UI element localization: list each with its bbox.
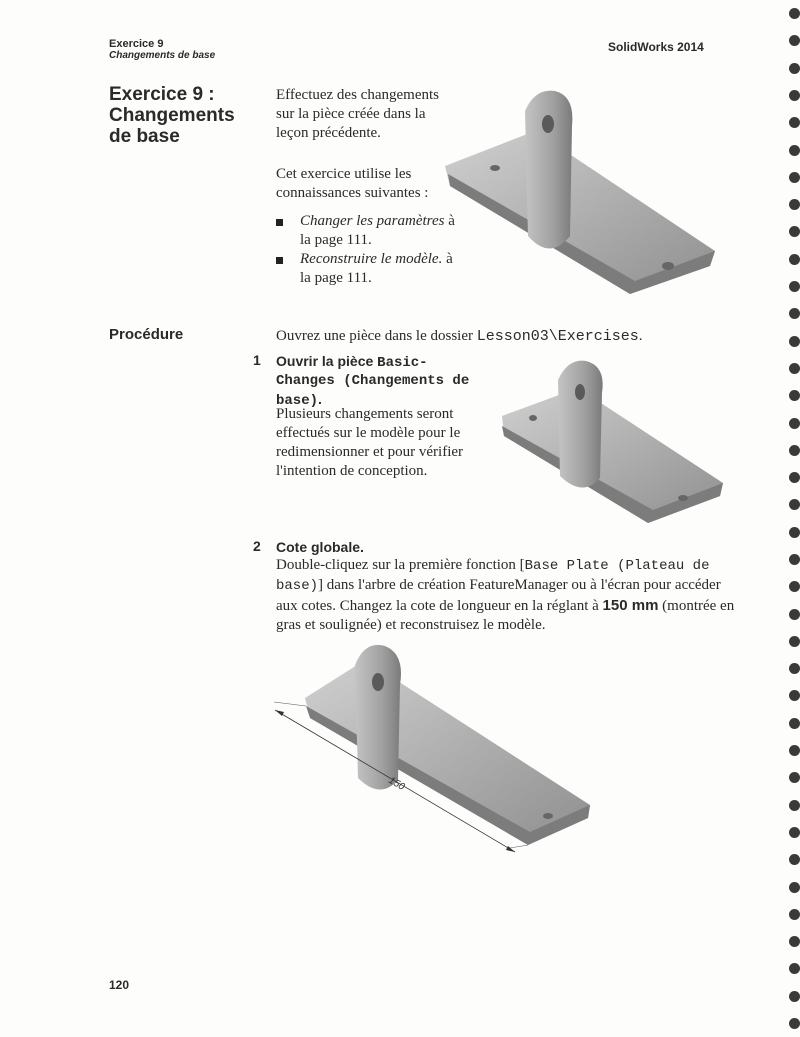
- binding-ring: [789, 991, 800, 1002]
- procedure-text-before: Ouvrez une pièce dans le dossier: [276, 328, 477, 344]
- page-number: 120: [109, 978, 130, 992]
- page-title: Exercice 9 : Changements de base: [109, 84, 235, 147]
- binding-ring: [789, 909, 800, 920]
- step-2-text-b: ] dans l'arbre de création FeatureManager ou à l'écran pour accéder aux cotes. Changez la cote de longueur en la réglant à: [276, 577, 721, 614]
- binding-ring: [789, 445, 800, 456]
- binding-ring: [789, 172, 800, 183]
- bullet-icon: [276, 257, 283, 264]
- binding-ring: [789, 527, 800, 538]
- step-2-value: 150 mm: [602, 597, 659, 614]
- binding-ring: [789, 145, 800, 156]
- procedure-text: [276, 328, 643, 345]
- step-2-text-c: (montrée en gras et soulignée) et reconstruisez le modèle.: [276, 598, 735, 633]
- binding-ring: [789, 609, 800, 620]
- binding-ring: [789, 63, 800, 74]
- binding-ring: [789, 854, 800, 865]
- binding-ring: [789, 663, 800, 674]
- step-1-number: 1: [253, 352, 261, 368]
- header-product: SolidWorks 2014: [608, 40, 704, 54]
- binding-ring: [789, 636, 800, 647]
- binding-ring: [789, 472, 800, 483]
- binding-ring: [789, 199, 800, 210]
- binding-ring: [789, 800, 800, 811]
- binding-ring: [789, 226, 800, 237]
- binding-ring: [789, 90, 800, 101]
- list-item: [276, 250, 456, 288]
- arrow-head: [275, 710, 284, 716]
- folder-path: Lesson03\Exercises: [476, 328, 639, 345]
- list-item-rest: à la page 111.: [300, 213, 455, 248]
- header-exercise: Exercice 9: [109, 38, 164, 50]
- bullet-icon: [276, 219, 283, 226]
- dimension-label: 150: [386, 775, 407, 793]
- binding-ring: [789, 690, 800, 701]
- binding-ring: [789, 281, 800, 292]
- binding-ring: [789, 554, 800, 565]
- binding-ring: [789, 963, 800, 974]
- list-item-rest: à la page 111.: [300, 251, 453, 286]
- part-image-1: [440, 86, 730, 296]
- intro-paragraph: Effectuez des changements sur la pièce créée dans la leçon précédente.: [276, 87, 439, 141]
- binding-ring: [789, 390, 800, 401]
- binding-ring: [789, 254, 800, 265]
- step-1-title-suffix: .: [318, 391, 322, 407]
- step-2-text: [276, 556, 746, 635]
- procedure-label: Procédure: [109, 326, 184, 343]
- binding-ring: [789, 8, 800, 19]
- step-1-title-prefix: Ouvrir la pièce: [276, 353, 378, 369]
- binding-ring: [789, 936, 800, 947]
- binding-ring: [789, 772, 800, 783]
- part-image-2: [498, 358, 730, 526]
- step-1-title: [276, 352, 476, 410]
- binding-ring: [789, 336, 800, 347]
- binding-ring: [789, 745, 800, 756]
- binding-ring: [789, 308, 800, 319]
- binding-ring: [789, 418, 800, 429]
- step-2-title: Cote globale.: [276, 539, 364, 555]
- binding-ring: [789, 1018, 800, 1029]
- binding-ring: [789, 581, 800, 592]
- binding-ring: [789, 718, 800, 729]
- binding-ring: [789, 882, 800, 893]
- link-reconstruire[interactable]: Reconstruire le modèle.: [300, 251, 443, 267]
- header-subtitle: Changements de base: [109, 50, 216, 61]
- step-1-text: Plusieurs changements seront effectués sur le modèle pour le redimensionner et pour vérifier l'intention de conception.: [276, 406, 464, 479]
- binding-ring: [789, 117, 800, 128]
- extension-line: [274, 702, 306, 706]
- list-item: [276, 212, 456, 250]
- binding-ring: [789, 363, 800, 374]
- link-changer-parametres[interactable]: Changer les paramètres: [300, 213, 445, 229]
- binding-ring: [789, 499, 800, 510]
- part-image-3: [270, 640, 610, 860]
- binding-ring: [789, 827, 800, 838]
- step-1-part-name: Basic-Changes (Changements de base): [276, 355, 470, 409]
- binding-ring: [789, 35, 800, 46]
- arrow-head: [506, 846, 515, 852]
- step-2-number: 2: [253, 538, 261, 554]
- intro-knowledge: Cet exercice utilise les connaissances suivantes :: [276, 166, 429, 201]
- step-2-text-a: Double-cliquez sur la première fonction [: [276, 557, 525, 573]
- knowledge-list: [276, 212, 456, 288]
- step-2-feature-name: Base Plate (Plateau de base): [276, 558, 710, 594]
- extension-line: [510, 845, 528, 848]
- procedure-text-after: .: [638, 328, 643, 344]
